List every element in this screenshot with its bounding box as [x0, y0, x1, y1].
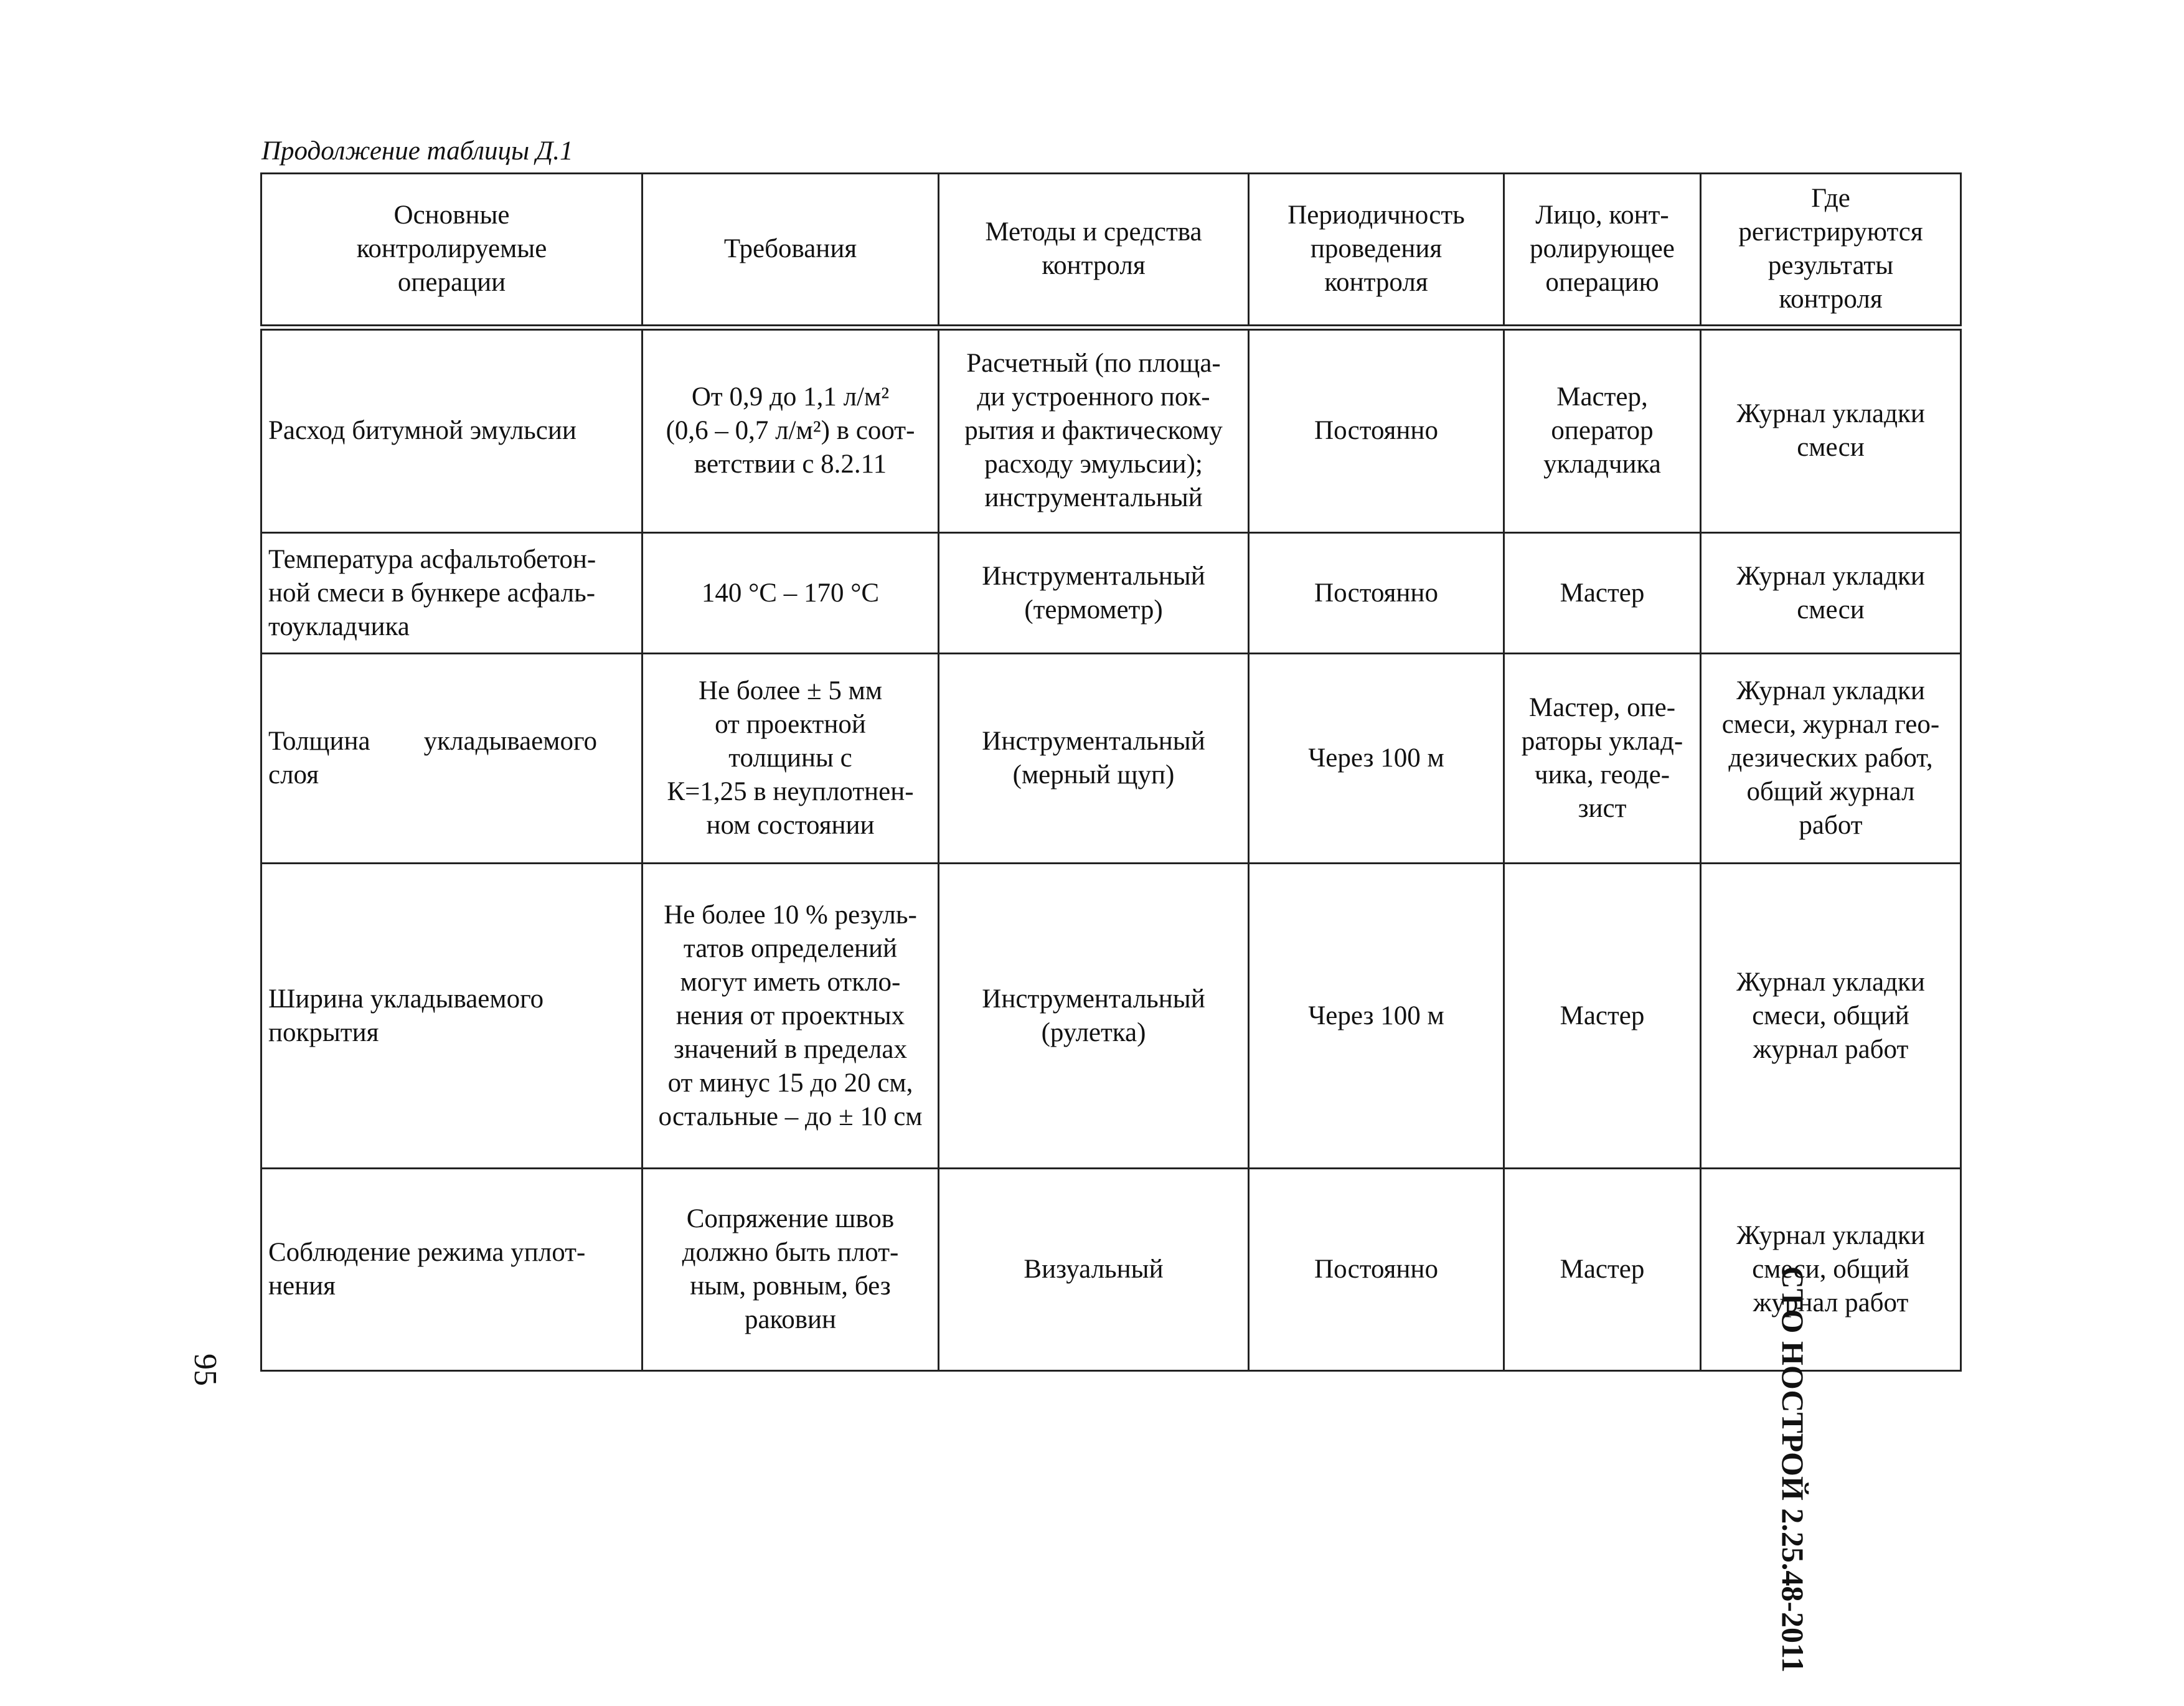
cell-operation [261, 1169, 642, 1371]
cell-line: Расчетный (по площа- [966, 349, 1221, 379]
cell-line: Журнал укладки [1736, 561, 1925, 591]
header-requirements [642, 174, 939, 328]
cell-line: ном состоянии [706, 811, 875, 840]
cell-line: могут иметь откло- [680, 967, 901, 997]
cell-line: контроля [1779, 285, 1883, 314]
cell-controller [1504, 328, 1701, 533]
cell-method [939, 1169, 1249, 1371]
cell-line: Лицо, конт- [1535, 200, 1669, 230]
cell-line: (0,6 – 0,7 л/м²) в соот- [666, 416, 915, 446]
cell-line: Через 100 м [1308, 743, 1444, 773]
cell-line: укладчика [1543, 450, 1661, 479]
cell-record [1701, 533, 1961, 654]
cell-line: татов определений [683, 933, 898, 963]
cell-requirement [642, 1169, 939, 1371]
cell-operation [261, 328, 642, 533]
cell-line: Через 100 м [1308, 1001, 1444, 1030]
cell-line: От 0,9 до 1,1 л/м² [691, 382, 890, 412]
cell-line: Постоянно [1314, 1255, 1438, 1284]
cell-line: Мастер, [1556, 382, 1648, 412]
cell-line: зист [1578, 794, 1627, 823]
cell-line: журнал работ [1753, 1034, 1909, 1064]
cell-line: Мастер [1560, 578, 1645, 608]
cell-operation [261, 654, 642, 864]
cell-line: Температура асфальтобетон- [268, 544, 596, 574]
cell-requirement [642, 533, 939, 654]
standard-code: СТО НОСТРОЙ 2.25.48-2011 [1776, 1266, 1810, 1673]
cell-line: смеси [1797, 433, 1865, 463]
cell-line: Соблюдение режима уплот- [268, 1238, 586, 1267]
header-records [1701, 174, 1961, 328]
cell-line: Методы и средства [985, 217, 1202, 247]
cell-method [939, 864, 1249, 1169]
cell-line: покрытия [268, 1017, 379, 1047]
cell-line: Требования [723, 234, 857, 264]
cell-operation [261, 864, 642, 1169]
cell-controller [1504, 1169, 1701, 1371]
cell-line: Расход битумной эмульсии [268, 416, 577, 446]
cell-line: Не более ± 5 мм [698, 676, 883, 705]
cell-line: Инструментальный [982, 561, 1205, 591]
cell-line: Толщина укладываемого [268, 727, 598, 756]
cell-line: Журнал укладки [1736, 967, 1925, 997]
cell-line: рытия и фактическому [964, 416, 1223, 446]
cell-line: должно быть плот- [682, 1238, 899, 1267]
table-row [261, 533, 1961, 654]
cell-line: тоукладчика [268, 611, 410, 641]
cell-line: журнал работ [1753, 1288, 1909, 1317]
cell-line: смеси, общий [1752, 1001, 1909, 1030]
cell-line: инструментальный [984, 483, 1203, 513]
cell-controller [1504, 864, 1701, 1169]
cell-line: Постоянно [1314, 416, 1438, 446]
cell-requirement [642, 864, 939, 1169]
cell-line: раторы уклад- [1521, 727, 1683, 756]
cell-line: раковин [744, 1305, 837, 1334]
cell-line: Визуальный [1024, 1255, 1164, 1284]
cell-line: контроля [1324, 268, 1428, 298]
header-methods [939, 174, 1249, 328]
table-row [261, 1169, 1961, 1371]
header-operations [261, 174, 642, 328]
cell-record [1701, 1169, 1961, 1371]
cell-line: нения [268, 1271, 336, 1301]
cell-line: ным, ровным, без [690, 1271, 891, 1301]
cell-line: контролируемые [356, 234, 547, 264]
table-row [261, 654, 1961, 864]
cell-line: Журнал укладки [1736, 399, 1925, 429]
cell-periodicity [1249, 1169, 1504, 1371]
cell-line: толщины с [728, 743, 852, 773]
cell-line: смеси [1797, 595, 1865, 624]
cell-line: Мастер [1560, 1255, 1645, 1284]
cell-line: Мастер [1560, 1001, 1645, 1030]
cell-line: операции [397, 268, 506, 298]
cell-line: 140 °С – 170 °С [701, 578, 880, 608]
table-row [261, 864, 1961, 1169]
cell-line: смеси, общий [1752, 1255, 1909, 1284]
header-controller [1504, 174, 1701, 328]
cell-line: Журнал укладки [1736, 676, 1925, 705]
cell-line: ролирующее [1530, 234, 1675, 264]
cell-line: дезических работ, [1728, 743, 1933, 773]
cell-line: Журнал укладки [1736, 1221, 1925, 1250]
cell-periodicity [1249, 328, 1504, 533]
cell-line: контроля [1042, 251, 1146, 281]
cell-periodicity [1249, 654, 1504, 864]
cell-line: Где [1811, 184, 1850, 214]
cell-line: слоя [268, 760, 319, 789]
cell-method [939, 533, 1249, 654]
table-caption: Продолжение таблицы Д.1 [261, 136, 573, 166]
cell-periodicity [1249, 864, 1504, 1169]
cell-line: операцию [1545, 268, 1659, 298]
cell-line: оператор [1551, 416, 1654, 446]
cell-line: результаты [1767, 251, 1894, 281]
cell-line: (термометр) [1024, 595, 1163, 624]
cell-requirement [642, 654, 939, 864]
cell-line: Мастер, опе- [1528, 693, 1676, 722]
cell-record [1701, 654, 1961, 864]
cell-line: значений в пределах [674, 1034, 907, 1064]
cell-line: ной смеси в бункере асфаль- [268, 578, 596, 608]
cell-line: регистрируются [1738, 217, 1923, 247]
cell-line: расходу эмульсии); [984, 450, 1203, 479]
cell-line: Периодичность [1287, 200, 1465, 230]
cell-line: (рулетка) [1041, 1017, 1146, 1047]
table-row [261, 328, 1961, 533]
cell-record [1701, 864, 1961, 1169]
cell-method [939, 328, 1249, 533]
cell-line: ди устроенного пок- [977, 382, 1210, 412]
cell-line: Ширина укладываемого [268, 984, 544, 1014]
cell-line: нения от проектных [675, 1001, 905, 1030]
cell-controller [1504, 533, 1701, 654]
cell-periodicity [1249, 533, 1504, 654]
cell-line: общий журнал [1746, 777, 1915, 806]
cell-line: Инструментальный [982, 727, 1205, 756]
cell-line: Инструментальный [982, 984, 1205, 1014]
page-number: 95 [187, 1354, 223, 1386]
cell-record [1701, 328, 1961, 533]
cell-requirement [642, 328, 939, 533]
control-table [260, 172, 1962, 1372]
cell-line: Сопряжение швов [686, 1204, 895, 1233]
cell-line: от минус 15 до 20 см, [667, 1068, 913, 1098]
cell-line: остальные – до ± 10 см [658, 1101, 923, 1131]
cell-line: чика, геоде- [1534, 760, 1670, 789]
cell-line: работ [1799, 811, 1863, 840]
cell-controller [1504, 654, 1701, 864]
cell-line: (мерный щуп) [1012, 760, 1175, 789]
cell-line: от проектной [715, 710, 866, 739]
cell-line: ветствии с 8.2.11 [694, 450, 887, 479]
cell-operation [261, 533, 642, 654]
cell-line: проведения [1310, 234, 1443, 264]
header-periodicity [1249, 174, 1504, 328]
cell-line: Не более 10 % резуль- [664, 900, 917, 930]
table-header-row [261, 174, 1961, 328]
cell-line: К=1,25 в неуплотнен- [667, 777, 914, 806]
cell-line: Постоянно [1314, 578, 1438, 608]
cell-line: смеси, журнал гео- [1721, 710, 1940, 739]
cell-line: Основные [393, 200, 510, 230]
cell-method [939, 654, 1249, 864]
